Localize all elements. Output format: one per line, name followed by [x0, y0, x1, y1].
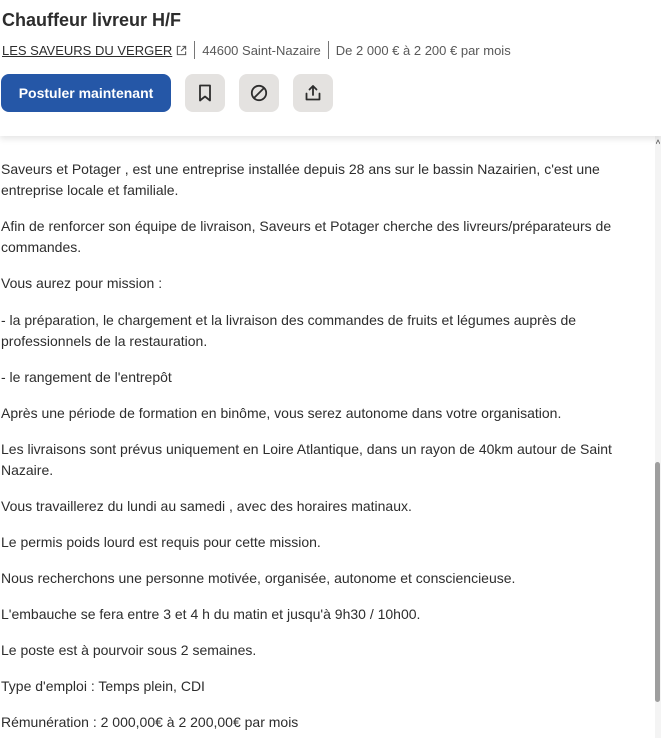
meta-separator	[194, 41, 195, 59]
description-paragraph: Le permis poids lourd est requis pour cette mission.	[1, 534, 321, 550]
job-salary: De 2 000 € à 2 200 € par mois	[335, 42, 511, 58]
description-paragraph: L'embauche se fera entre 3 et 4 h du matin et jusqu'à 9h30 / 10h00.	[1, 606, 421, 622]
meta-separator	[328, 41, 329, 59]
description-paragraph: Saveurs et Potager , est une entreprise installée depuis 28 ans sur le bassin Nazairien, c'est une entreprise locale et familiale.	[1, 161, 600, 198]
description-paragraph: Afin de renforcer son équipe de livraison, Saveurs et Potager cherche des livreurs/préparateurs de commandes.	[1, 218, 612, 255]
description-paragraph: Après une période de formation en binôme, vous serez autonome dans votre organisation.	[1, 405, 562, 421]
ban-icon	[250, 84, 268, 102]
description-paragraph: Vous aurez pour mission :	[1, 275, 163, 291]
job-actions	[1, 74, 333, 112]
external-link-icon	[176, 45, 187, 56]
description-paragraph: - la préparation, le chargement et la livraison des commandes de fruits et légumes auprès de professionnels de la restauration.	[1, 312, 577, 349]
scroll-up-arrow-icon[interactable]	[656, 139, 660, 145]
description-paragraph: Le poste est à pourvoir sous 2 semaines.	[1, 642, 257, 658]
job-title: Chauffeur livreur H/F	[2, 10, 182, 30]
company-link[interactable]	[2, 43, 187, 58]
save-job-button[interactable]	[185, 74, 225, 112]
job-location: 44600 Saint-Nazaire	[202, 42, 321, 58]
share-job-button[interactable]	[293, 74, 333, 112]
scrollbar-thumb[interactable]	[655, 462, 660, 702]
bookmark-icon	[197, 84, 213, 102]
description-paragraph: Type d'emploi : Temps plein, CDI	[1, 678, 205, 694]
not-interested-button[interactable]	[239, 74, 279, 112]
description-paragraph: - le rangement de l'entrepôt	[1, 369, 172, 385]
company-name: LES SAVEURS DU VERGER	[2, 42, 173, 58]
job-meta	[2, 40, 511, 60]
share-icon	[304, 84, 322, 102]
apply-now-button[interactable]: Postuler maintenant	[1, 74, 171, 112]
description-paragraph: Vous travaillerez du lundi au samedi , avec des horaires matinaux.	[1, 498, 412, 514]
description-paragraph: Nous recherchons une personne motivée, organisée, autonome et consciencieuse.	[1, 570, 516, 586]
description-paragraph: Rémunération : 2 000,00€ à 2 200,00€ par mois	[1, 714, 299, 730]
description-paragraph: Les livraisons sont prévus uniquement en Loire Atlantique, dans un rayon de 40km autour de Saint Nazaire.	[1, 441, 612, 478]
job-header	[0, 0, 661, 136]
